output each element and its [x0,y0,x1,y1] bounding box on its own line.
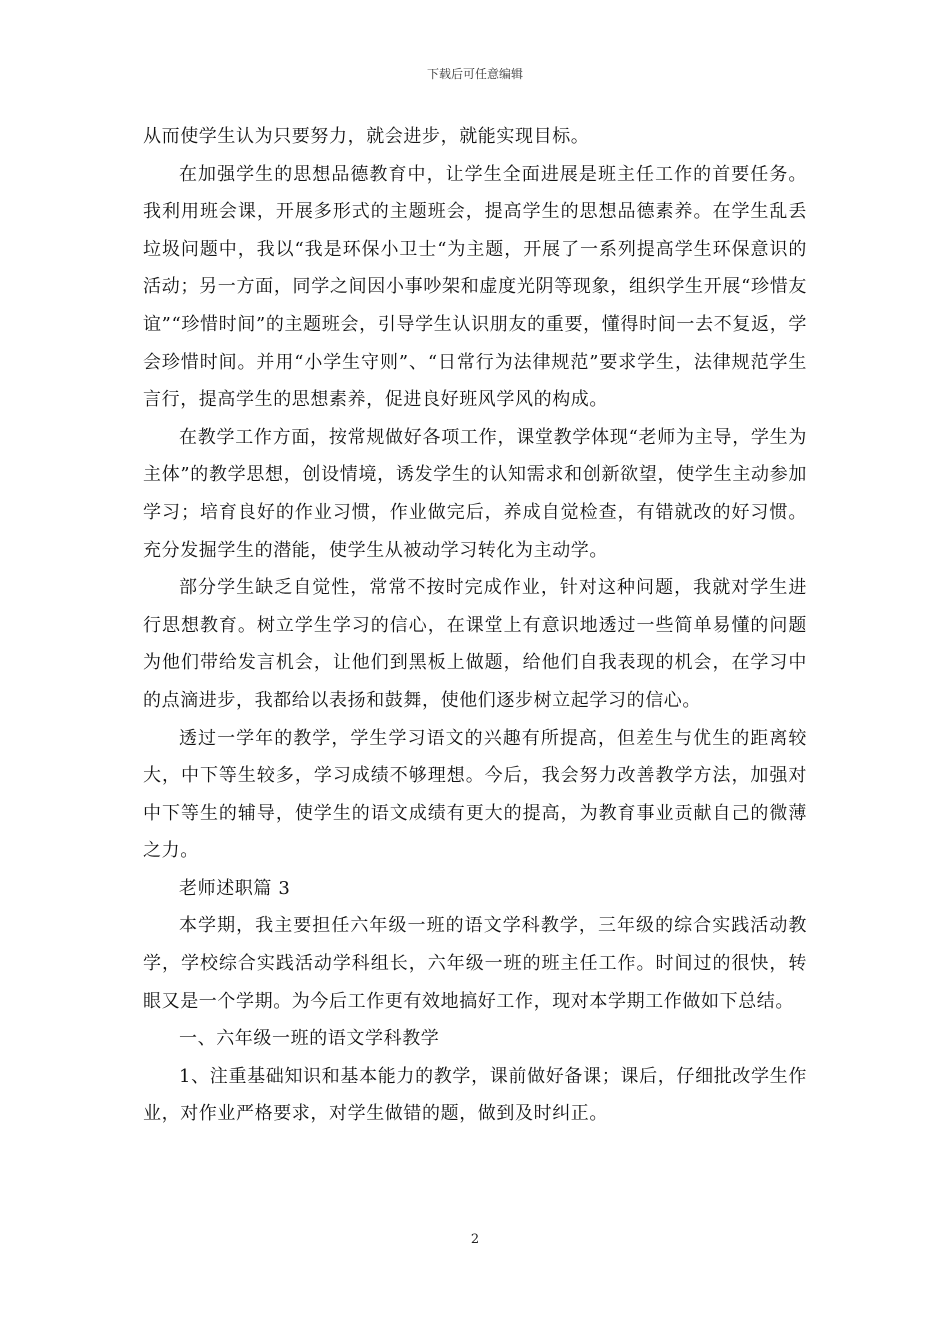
paragraph-5: 透过一学年的教学，学生学习语文的兴趣有所提高，但差生与优生的距离较大，中下等生较多，学习成绩不够理想。今后，我会努力改善教学方法，加强对中下等生的辅导，使学生的语文成绩有更大的提高，为教育事业贡献自己的微薄之力。 [143,727,807,862]
page-number: 2 [470,1232,480,1247]
paragraph-7: 1、注重基础知识和基本能力的教学，课前做好备课；课后，仔细批改学生作业，对作业严格要求，对学生做错的题，做到及时纠正。 [143,1065,807,1125]
paragraph-2: 在加强学生的思想品德教育中，让学生全面进展是班主任工作的首要任务。我利用班会课，开展多形式的主题班会，提高学生的思想品德素养。在学生乱丢垃圾问题中，我以“我是环保小卫士“为主题，开展了一系列提高学生环保意识的活动；另一方面，同学之间因小事吵架和虚度光阴等现象，组织学生开展“珍惜友谊”“珍惜时间”的主题班会，引导学生认识朋友的重要，懂得时间一去不复返，学会珍惜时间。并用“小学生守则”、“日常行为法律规范”要求学生，法律规范学生言行，提高学生的思想素养，促进良好班风学风的构成。 [143,163,807,411]
paragraph-1: 从而使学生认为只要努力，就会进步，就能实现目标。 [143,126,590,147]
page-header: 下载后可任意编辑 [426,67,523,81]
paragraph-6: 本学期，我主要担任六年级一班的语文学科教学，三年级的综合实践活动教学，学校综合实践活动学科组长，六年级一班的班主任工作。时间过的很快，转眼又是一个学期。为今后工作更有效地搞好工作，现对本学期工作做如下总结。 [143,915,807,1012]
paragraph-4: 部分学生缺乏自觉性，常常不按时完成作业，针对这种问题，我就对学生进行思想教育。树立学生学习的信心，在课堂上有意识地透过一些简单易懂的问题为他们带给发言机会，让他们到黑板上做题，给他们自我表现的机会，在学习中的点滴进步，我都给以表扬和鼓舞，使他们逐步树立起学习的信心。 [143,577,807,711]
paragraph-3: 在教学工作方面，按常规做好各项工作，课堂教学体现“老师为主导，学生为主体”的教学思想，创设情境，诱发学生的认知需求和创新欲望，使学生主动参加学习；培育良好的作业习惯，作业做完后，养成自觉检查，有错就改的好习惯。充分发掘学生的潜能，使学生从被动学习转化为主动学。 [143,426,807,561]
section-heading: 老师述职篇 3 [179,877,291,899]
page-body [143,118,807,1133]
subheading: 一、六年级一班的语文学科教学 [179,1028,440,1050]
